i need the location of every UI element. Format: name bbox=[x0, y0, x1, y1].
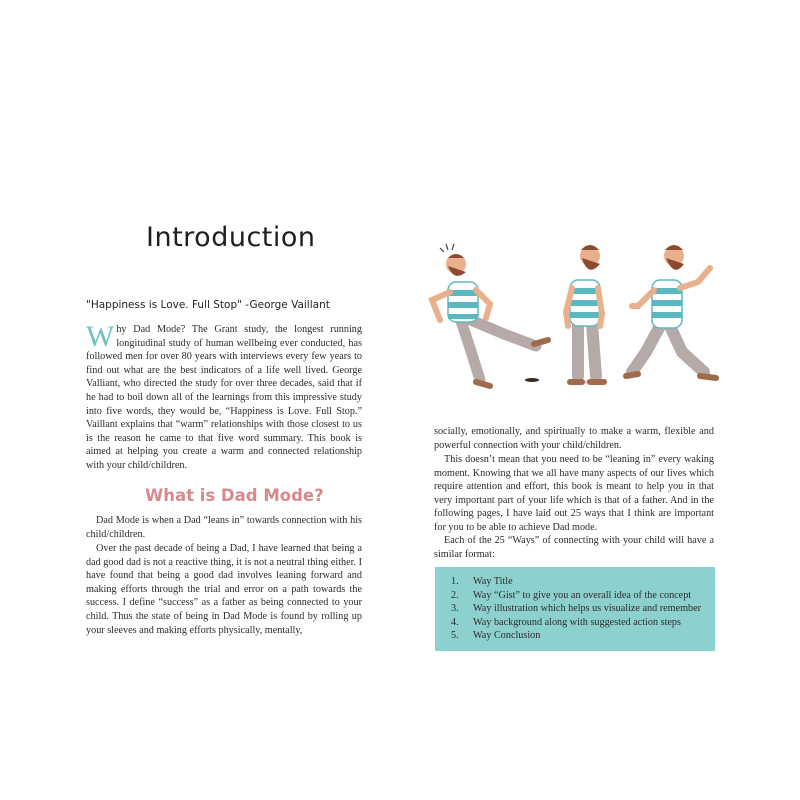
list-item-number: 1. bbox=[451, 576, 459, 587]
list-item-number: 2. bbox=[451, 589, 459, 601]
page-title: Introduction bbox=[146, 222, 316, 253]
right-paragraph-1: socially, emotionally, and spiritually to make a warm, flexible and powerful connection with your child/children. bbox=[434, 426, 714, 451]
list-item-text: Way illustration which helps us visualize and remember bbox=[473, 603, 702, 615]
list-item-number: 4. bbox=[451, 616, 459, 628]
dad-figure-walking bbox=[626, 245, 716, 378]
list-item-text: Way Title bbox=[473, 576, 513, 587]
section-heading: What is Dad Mode? bbox=[145, 486, 324, 505]
list-item bbox=[451, 616, 701, 630]
dad-mode-paragraph-2: Over the past decade of being a Dad, I have learned that being a dad good dad is not a reactive thing, it is not a neutral thing either. I have found that being a good dad involves leaning forward and making efforts through the trial and error on a path towards the success. I define “success” as a father as being connected to your child. Thus the state of being in Dad Mode is found by rolling up your sleeves and making efforts physically, mentally, bbox=[86, 543, 362, 636]
list-item bbox=[451, 575, 701, 589]
way-format-list bbox=[451, 575, 701, 643]
right-paragraph-3: Each of the 25 “Ways” of connecting with your child will have a similar format: bbox=[434, 535, 714, 560]
list-item bbox=[451, 589, 701, 603]
list-item-number: 5. bbox=[451, 630, 459, 642]
drop-cap: W bbox=[86, 320, 115, 353]
list-item-text: Way “Gist” to give you an overall idea of the concept bbox=[473, 589, 692, 601]
dad-figure-standing bbox=[566, 245, 604, 384]
list-item bbox=[451, 602, 701, 616]
dad-figure-stumbling bbox=[432, 244, 548, 386]
right-page bbox=[400, 0, 800, 800]
intro-text: hy Dad Mode? The Grant study, the longest running longitudinal study of human wellbeing ever conducted, has followed men for over 80 years with interviews every few years to find out what are the best indicators of a life well lived. George Valliant, who directed the study for over three decades, said that if he had to boil down all of the learnings from this impressive study into five words, they would be, “Happiness is Love. Full Stop.” Vaillant explains that “warm” relationships with those closest to us is the reason he came to that five word summary. This book is aimed at helping you create a warm and connected relationship with your child/children. bbox=[86, 324, 362, 471]
way-format-box bbox=[435, 567, 715, 651]
list-item-text: Way Conclusion bbox=[473, 630, 541, 642]
dad-mode-paragraph-1: Dad Mode is when a Dad “leans in” towards connection with his child/children. bbox=[86, 515, 362, 540]
epigraph-quote: "Happiness is Love. Full Stop" -George Vaillant bbox=[86, 299, 330, 311]
three-dads-walking-illustration bbox=[420, 222, 740, 392]
list-item-number: 3. bbox=[451, 603, 459, 615]
intro-paragraph bbox=[86, 320, 362, 473]
right-paragraph-2: This doesn’t mean that you need to be “leaning in” every waking moment. Knowing that we all have many aspects of our lives which require attention and effort, this book is meant to help you in that very important part of your life which is that of a father. And in the following pages, I have laid out 25 ways that I think are important for you to be able to achieve Dad mode. bbox=[434, 454, 714, 533]
list-item-text: Way background along with suggested action steps bbox=[473, 616, 681, 628]
list-item bbox=[451, 629, 701, 643]
